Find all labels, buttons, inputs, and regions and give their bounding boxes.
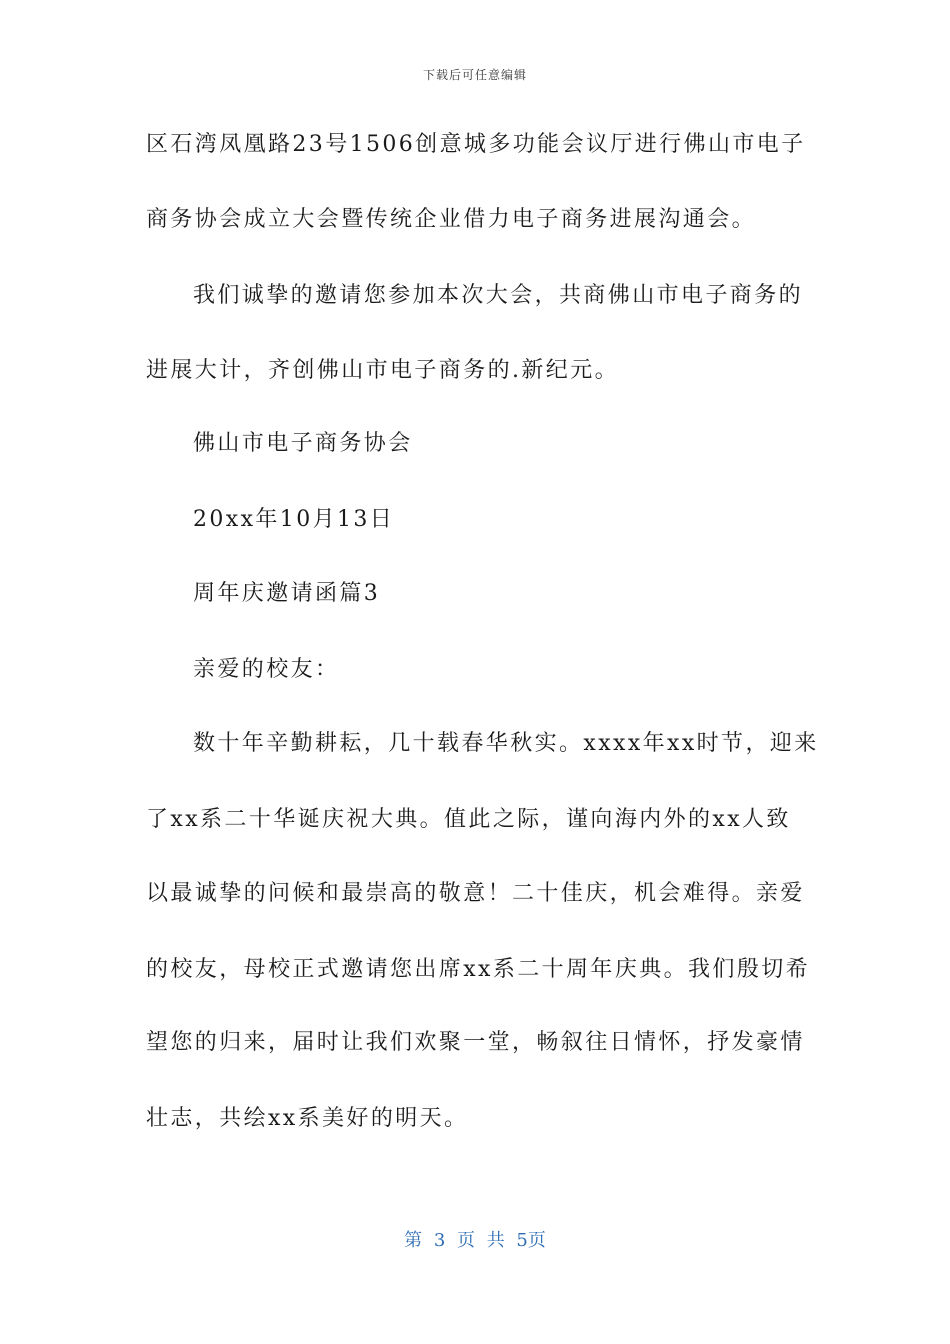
body-line: 进展大计，齐创佛山市电子商务的.新纪元。 bbox=[146, 358, 619, 383]
body-line: 望您的归来，届时让我们欢聚一堂，畅叙往日情怀，抒发豪情 bbox=[146, 1030, 805, 1055]
body-line: 数十年辛勤耕耘，几十载春华秋实。xxxx年xx时节，迎来 bbox=[193, 731, 819, 756]
body-line: 的校友，母校正式邀请您出席xx系二十周年庆典。我们殷切希 bbox=[146, 957, 811, 982]
page-header: 下载后可任意编辑 bbox=[422, 68, 527, 82]
body-line: 了xx系二十华诞庆祝大典。值此之际，谨向海内外的xx人致 bbox=[146, 807, 791, 832]
body-line: 商务协会成立大会暨传统企业借力电子商务进展沟通会。 bbox=[146, 207, 757, 232]
body-line: 以最诚挚的问候和最崇高的敬意！二十佳庆，机会难得。亲爱 bbox=[146, 881, 805, 906]
signature-organization: 佛山市电子商务协会 bbox=[193, 431, 413, 456]
signature-date: 20xx年10月13日 bbox=[193, 507, 395, 532]
body-line: 我们诚挚的邀请您参加本次大会，共商佛山市电子商务的 bbox=[193, 283, 804, 308]
body-line: 壮志，共绘xx系美好的明天。 bbox=[146, 1106, 469, 1131]
body-line: 区石湾凤凰路23号1506创意城多功能会议厅进行佛山市电子 bbox=[146, 132, 806, 157]
page-number: 第 3 页 共 5页 bbox=[404, 1230, 546, 1251]
section-title: 周年庆邀请函篇3 bbox=[193, 581, 381, 606]
salutation: 亲爱的校友： bbox=[193, 657, 340, 682]
